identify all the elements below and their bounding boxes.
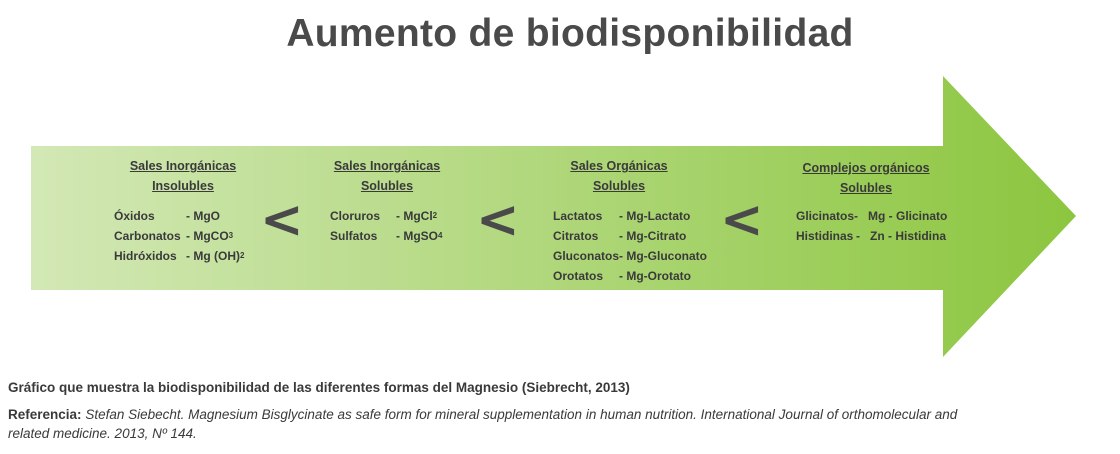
list-item: Histidinas - Zn - Histidina (796, 229, 946, 243)
list-item: Gluconatos - Mg-Gluconato (553, 249, 707, 263)
group-heading: Complejos orgánicos Solubles (802, 161, 930, 195)
group-inorganic-soluble (322, 156, 452, 246)
group-heading: Sales Inorgánicas Insolubles (129, 159, 237, 193)
figure-caption: Gráfico que muestra la biodisponibilidad de las diferentes formas del Magnesio (Siebrecht, 2013) (8, 380, 630, 395)
group-organic-soluble (544, 156, 707, 286)
reference-text: Stefan Siebecht. Magnesium Bisglycinate as safe form for mineral supplementation in human nutrition. International Journal of orthomolecular and related medicine. 2013, Nº 144. (8, 407, 958, 441)
group-organic-complexes (786, 158, 946, 246)
list-item: Cloruros - MgCl 2 (330, 209, 438, 223)
list-item: Hidróxidos - Mg (OH) 2 (114, 249, 245, 263)
reference (8, 405, 998, 443)
less-than-symbol: < (720, 190, 764, 250)
list-item: Citratos - Mg-Citrato (553, 229, 687, 243)
list-item: Orotatos - Mg-Orotato (553, 269, 691, 283)
group-inorganic-insoluble (108, 156, 258, 266)
reference-label: Referencia: (8, 407, 82, 422)
list-item: Óxidos - MgO (114, 209, 220, 223)
list-item: Sulfatos - MgSO 4 (330, 229, 443, 243)
list-item: Carbonatos - MgCO 3 (114, 229, 234, 243)
group-heading: Sales Orgánicas Solubles (570, 159, 668, 193)
group-heading: Sales Inorgánicas Solubles (333, 159, 441, 193)
less-than-symbol: < (260, 190, 304, 250)
page-title: Aumento de biodisponibilidad (286, 12, 854, 55)
list-item: Glicinatos - Mg - Glicinato (796, 209, 948, 223)
less-than-symbol: < (476, 190, 520, 250)
list-item: Lactatos - Mg-Lactato (553, 209, 691, 223)
